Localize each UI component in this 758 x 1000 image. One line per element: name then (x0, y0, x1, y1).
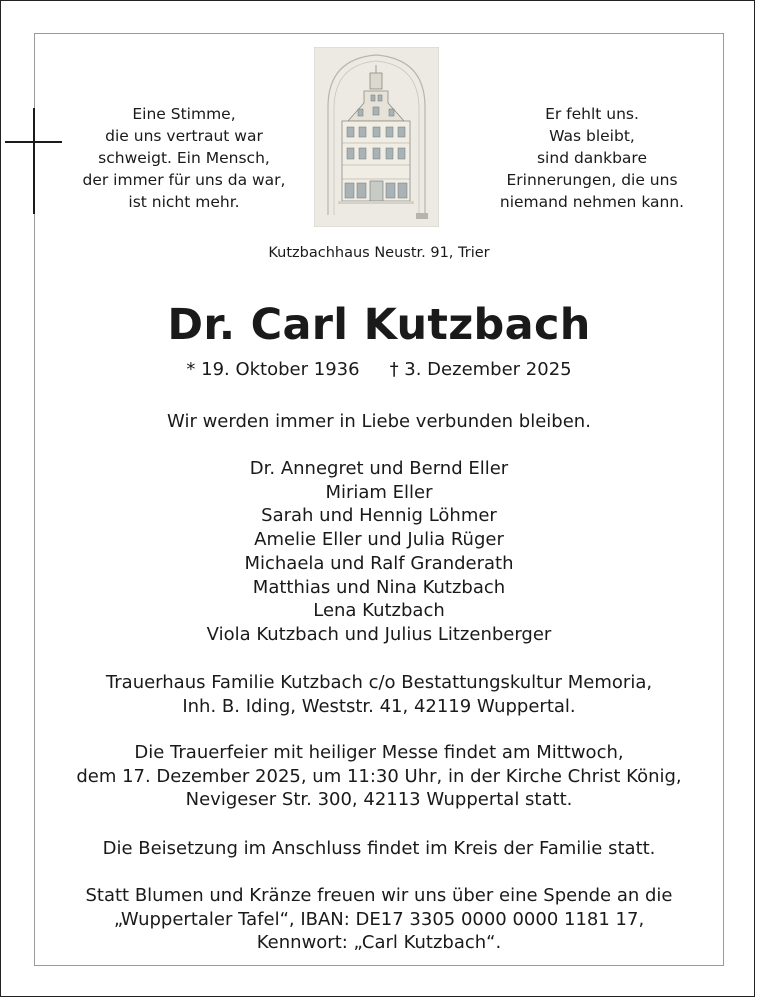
poem-left-line: die uns vertraut war (105, 127, 263, 145)
poem-right-line: Er fehlt uns. (545, 105, 639, 123)
family-member: Matthias und Nina Kutzbach (252, 576, 506, 598)
burial-line: Die Beisetzung im Anschluss findet im Kreis der Familie statt. (102, 838, 656, 859)
poem-right-line: Erinnerungen, die uns (506, 171, 678, 189)
house-drawing-image (314, 47, 439, 227)
family-member: Sarah und Hennig Löhmer (261, 505, 497, 527)
family-member: Miriam Eller (325, 481, 433, 503)
death-date: † 3. Dezember 2025 (389, 359, 572, 380)
family-member: Lena Kutzbach (313, 600, 445, 622)
motto (34, 410, 724, 434)
family-member: Dr. Annegret und Bernd Eller (249, 458, 509, 479)
poem-left-line: der immer für uns da war, (82, 171, 286, 189)
image-caption: Kutzbachhaus Neustr. 91, Trier (268, 245, 490, 261)
poem-left-line: schweigt. Ein Mensch, (98, 149, 270, 167)
service-line: Die Trauerfeier mit heiliger Messe findet am Mittwoch, (134, 742, 624, 763)
deceased-name: Dr. Carl Kutzbach (167, 300, 591, 350)
family-member: Michaela und Ralf Granderath (244, 552, 514, 574)
poem-right-line: Was bleibt, (549, 127, 635, 145)
service-line: Nevigeser Str. 300, 42113 Wuppertal statt. (185, 789, 573, 811)
donation-line: Kennwort: „Carl Kutzbach“. (256, 932, 502, 954)
poem-right-line: niemand nehmen kann. (499, 193, 685, 211)
service-line: dem 17. Dezember 2025, um 11:30 Uhr, in der Kirche Christ König, (76, 765, 682, 787)
poem-right-line: sind dankbare (536, 149, 647, 167)
house-line: Inh. B. Iding, Weststr. 41, 42119 Wuppertal. (182, 695, 576, 717)
life-dates (34, 359, 724, 380)
family-member: Viola Kutzbach und Julius Litzenberger (206, 623, 552, 645)
motto-text: Wir werden immer in Liebe verbunden bleiben. (167, 411, 591, 432)
donation-note (34, 884, 724, 955)
house-of-mourning (34, 671, 724, 718)
house-line: Trauerhaus Familie Kutzbach c/o Bestattungskultur Memoria, (105, 672, 653, 693)
family-list (34, 457, 724, 647)
birth-date: * 19. Oktober 1936 (186, 359, 360, 380)
donation-line: Statt Blumen und Kränze freuen wir uns über eine Spende an die (85, 885, 673, 906)
poem-right (478, 103, 706, 213)
poem-left-line: ist nicht mehr. (128, 193, 240, 211)
poem-left (62, 103, 306, 213)
poem-left-line: Eine Stimme, (132, 105, 236, 123)
funeral-service (34, 741, 724, 812)
donation-line: „Wuppertaler Tafel“, IBAN: DE17 3305 0000 0000 1181 17, (113, 908, 645, 930)
burial-note (34, 837, 724, 861)
family-member: Amelie Eller und Julia Rüger (254, 529, 504, 551)
